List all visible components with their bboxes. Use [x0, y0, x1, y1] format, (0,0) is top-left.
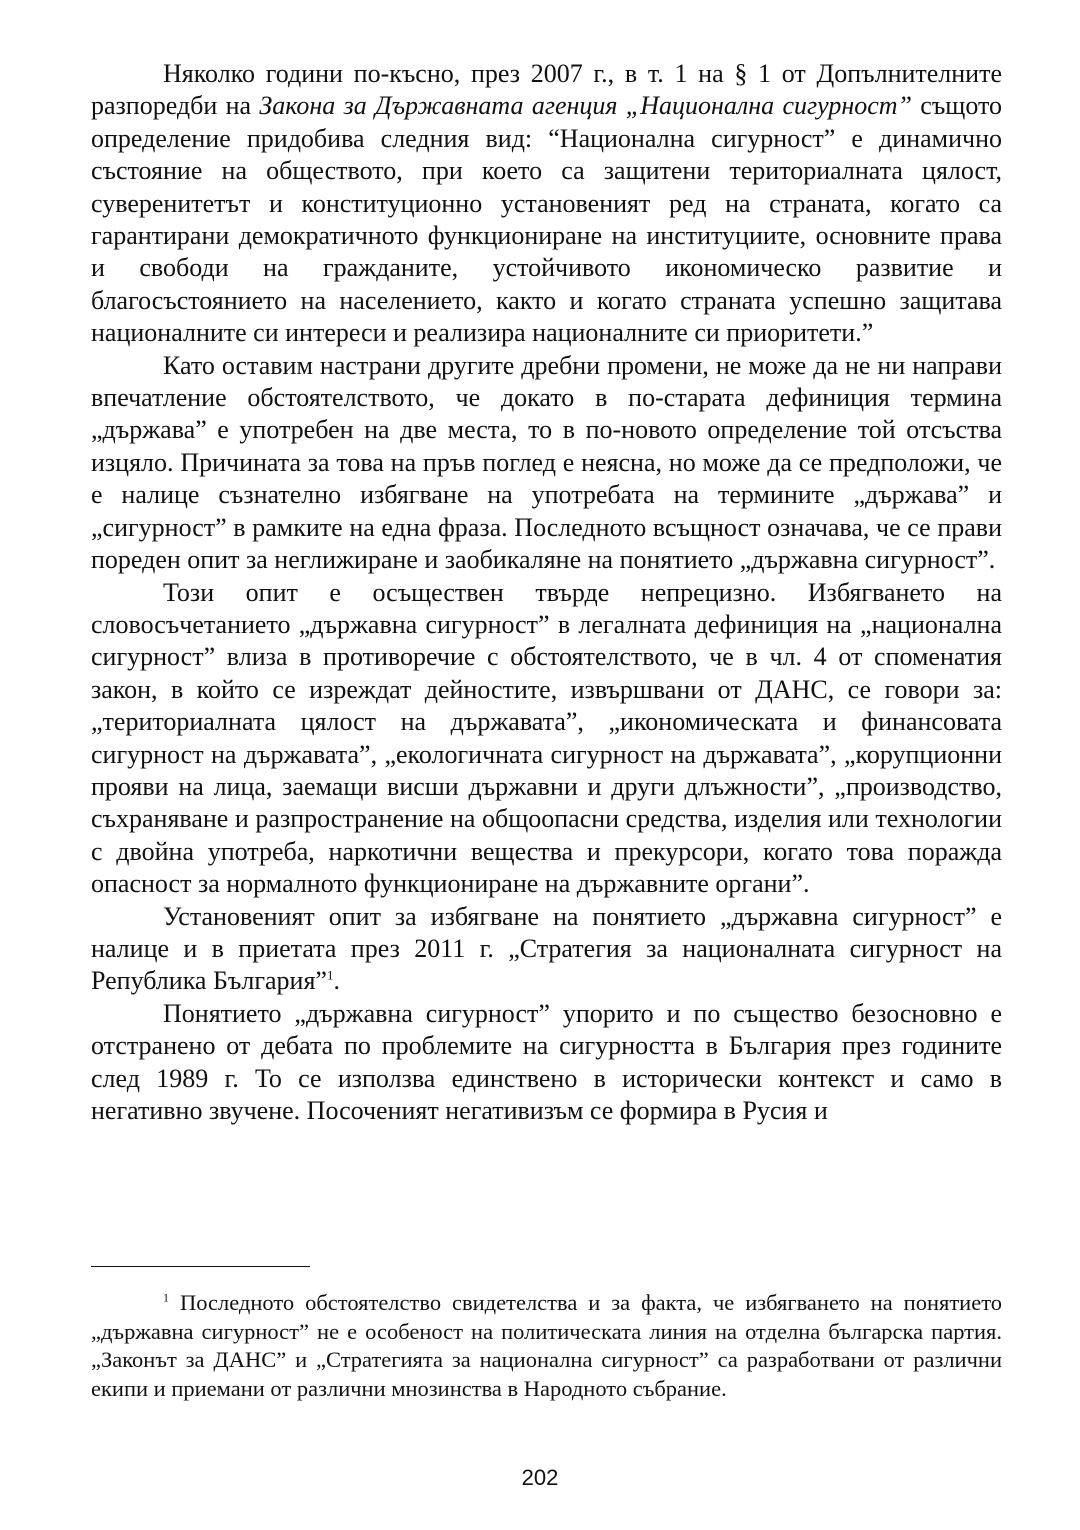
paragraph-3: Този опит е осъществен твърде непрецизно. Избягването на словосъчетанието „държавна сигурност” в легалната дефиниция на „национална сигурност” влиза в противоречие с обстоятелството, че в чл. 4 от споменатия закон, в който се изреждат дейностите, извършвани от ДАНС, се говори за: „териториалната цялост на държавата”, „икономическата и финансовата сигурност на държавата”, „екологичната сигурност на държавата”, „корупционни прояви на лица, заемащи висши държавни и други длъжности”, „производство, съхраняване и разпространение на общоопасни средства, изделия или технологии с двойна употреба, наркотични вещества и прекурсори, когато това поражда опасност за нормалното функциониране на държавните органи”. — [91, 577, 1002, 899]
paragraph-1-lead: Няколко години по-късно, през 2007 г., в т. 1 на § 1 от Допълнителните разпоредби на — [91, 59, 1002, 121]
paragraph-4-text: Установеният опит за избягване на понятието „държавна сигурност” е налице и в приетата през 2011 г. „Стратегия за националната сигурност на Република България” — [91, 901, 1002, 996]
footnote-reference[interactable]: 1 — [326, 967, 334, 983]
paragraph-5: Понятието „държавна сигурност” упорито и по същество безосновно е отстранено от дебата по проблемите на сигурността в България през годините след 1989 г. То се използва единствено в исторически контекст и само в негативно звучене. Посоченият негативизъм се формира в Русия и — [91, 998, 1002, 1125]
footnote-mark: 1 — [163, 1290, 169, 1305]
paragraph-2: Като оставим настрани другите дребни промени, не може да не ни направи впечатление обстоятелството, че докато в по-старата дефиниция термина „държава” е употребен на две места, то в по-новото определение той отсъства изцяло. Причината за това на пръв поглед е неясна, но може да се предположи, че е налице съзнателно избягване на употребата на термините „държава” и „сигурност” в рамките на една фраза. Последното всъщност означава, че се прави пореден опит за неглижиране и заобикаляне на понятието „държавна сигурност”. — [91, 350, 1002, 575]
document-body — [91, 58, 1002, 1127]
paragraph-4-after: . — [333, 966, 340, 996]
footnote-text: Последното обстоятелство свидетелства и за факта, че избягването на понятието „държавна сигурност” не е особеност на политическата линия на отделна българска партия. „Законът за ДАНС” и „Стратегията за национална сигурност” са разработвани от различни екипи и приемани от различни мнозинства в Народното събрание. — [91, 1290, 1002, 1401]
law-title-italic: Закона за Държавната агенция „Национална сигурност” — [259, 91, 913, 121]
paragraph-1 — [91, 58, 1002, 350]
paragraph-1-tail: същото определение придобива следния вид: “Национална сигурност” е динамично състояние на обществото, при което са защитени териториалната цялост, суверенитетът и конституционно установеният ред на страната, когато са гарантирани демократичното функциониране на институциите, основните права и свободи на гражданите, устойчивото икономическо развитие и благосъстоянието на населението, както и когато страната успешно защитава националните си интереси и реализира националните си приоритети.” — [91, 91, 1002, 348]
footnote — [91, 1289, 1002, 1403]
paragraph-4 — [91, 901, 1002, 998]
footnote-separator — [91, 1266, 310, 1267]
page-number: 202 — [521, 1465, 559, 1490]
